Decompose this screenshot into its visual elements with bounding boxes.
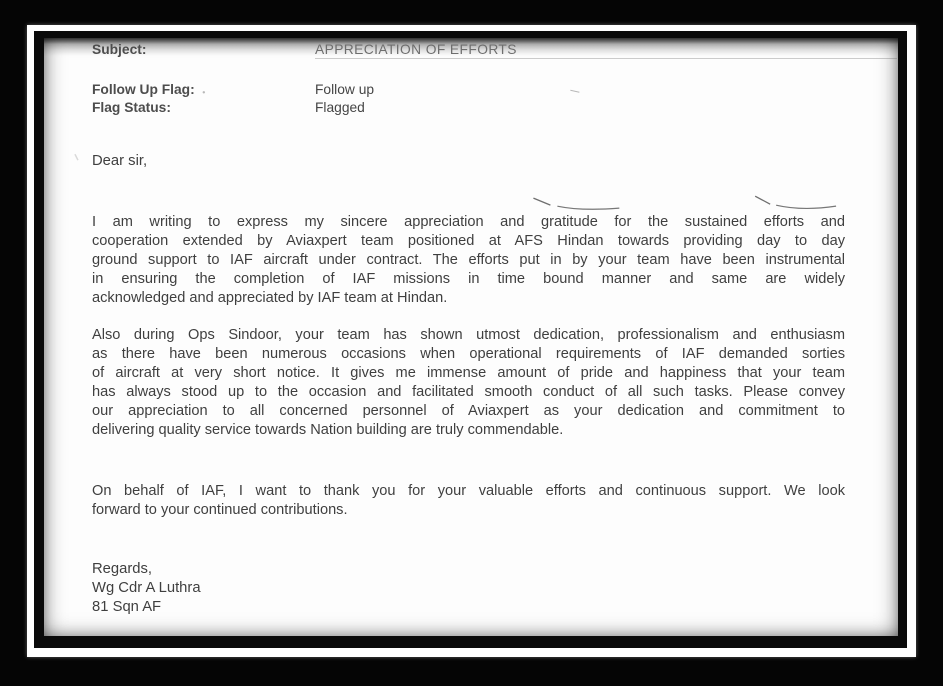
followup-flag-value: Follow up	[315, 82, 375, 97]
subject-value: APPRECIATION OF EFFORTS	[315, 42, 517, 57]
signature-line: Regards,	[92, 561, 153, 577]
followup-flag-label: Follow Up Flag:	[92, 82, 195, 97]
flag-status-label: Flag Status:	[92, 100, 171, 115]
text-line: I am writing to express my sincere appreciation and gratitude for the sustained efforts and	[92, 214, 845, 230]
text-line: acknowledged and appreciated by IAF team at Hindan.	[92, 290, 448, 306]
flag-status-row	[92, 99, 845, 117]
paragraph-3	[92, 482, 845, 520]
flag-meta-block	[92, 81, 845, 117]
picture-frame-mat	[27, 25, 916, 657]
text-line: delivering quality service towards Nation building are truly commendable.	[92, 422, 564, 438]
text-line: has always stood up to the occasion and facilitated smooth conduct of all such tasks. Please convey	[92, 384, 845, 400]
subject-label: Subject:	[92, 42, 147, 57]
text-line: Also during Ops Sindoor, your team has shown utmost dedication, professionalism and enthusiasm	[92, 327, 845, 343]
signature-block	[92, 560, 845, 617]
followup-flag-row	[92, 81, 845, 99]
picture-frame-inner-border	[34, 31, 907, 648]
text-line: our appreciation to all concerned personnel of Aviaxpert as your dedication and commitment to	[92, 403, 845, 419]
text-line: On behalf of IAF, I want to thank you for your valuable efforts and continuous support. We look	[92, 483, 845, 499]
text-line: of aircraft at very short notice. It gives me immense amount of pride and happiness that your team	[92, 365, 845, 381]
scanned-letter-page	[44, 38, 898, 636]
text-line: ground support to IAF aircraft under contract. The efforts put in by your team have been instrumental	[92, 252, 845, 268]
flag-status-value: Flagged	[315, 100, 365, 115]
text-line: cooperation extended by Aviaxpert team positioned at AFS Hindan towards providing day to day	[92, 233, 845, 249]
salutation: Dear sir,	[92, 153, 148, 169]
letter-content	[44, 38, 898, 617]
subject-row	[92, 40, 845, 59]
signature-line: 81 Sqn AF	[92, 599, 162, 615]
signature-line: Wg Cdr A Luthra	[92, 580, 201, 596]
text-line: forward to your continued contributions.	[92, 502, 348, 518]
text-line: in ensuring the completion of IAF missions in time bound manner and same are widely	[92, 271, 845, 287]
paragraph-2	[92, 326, 845, 440]
paragraph-1	[92, 213, 845, 308]
text-line: as there have been numerous occasions when operational requirements of IAF demanded sorties	[92, 346, 845, 362]
